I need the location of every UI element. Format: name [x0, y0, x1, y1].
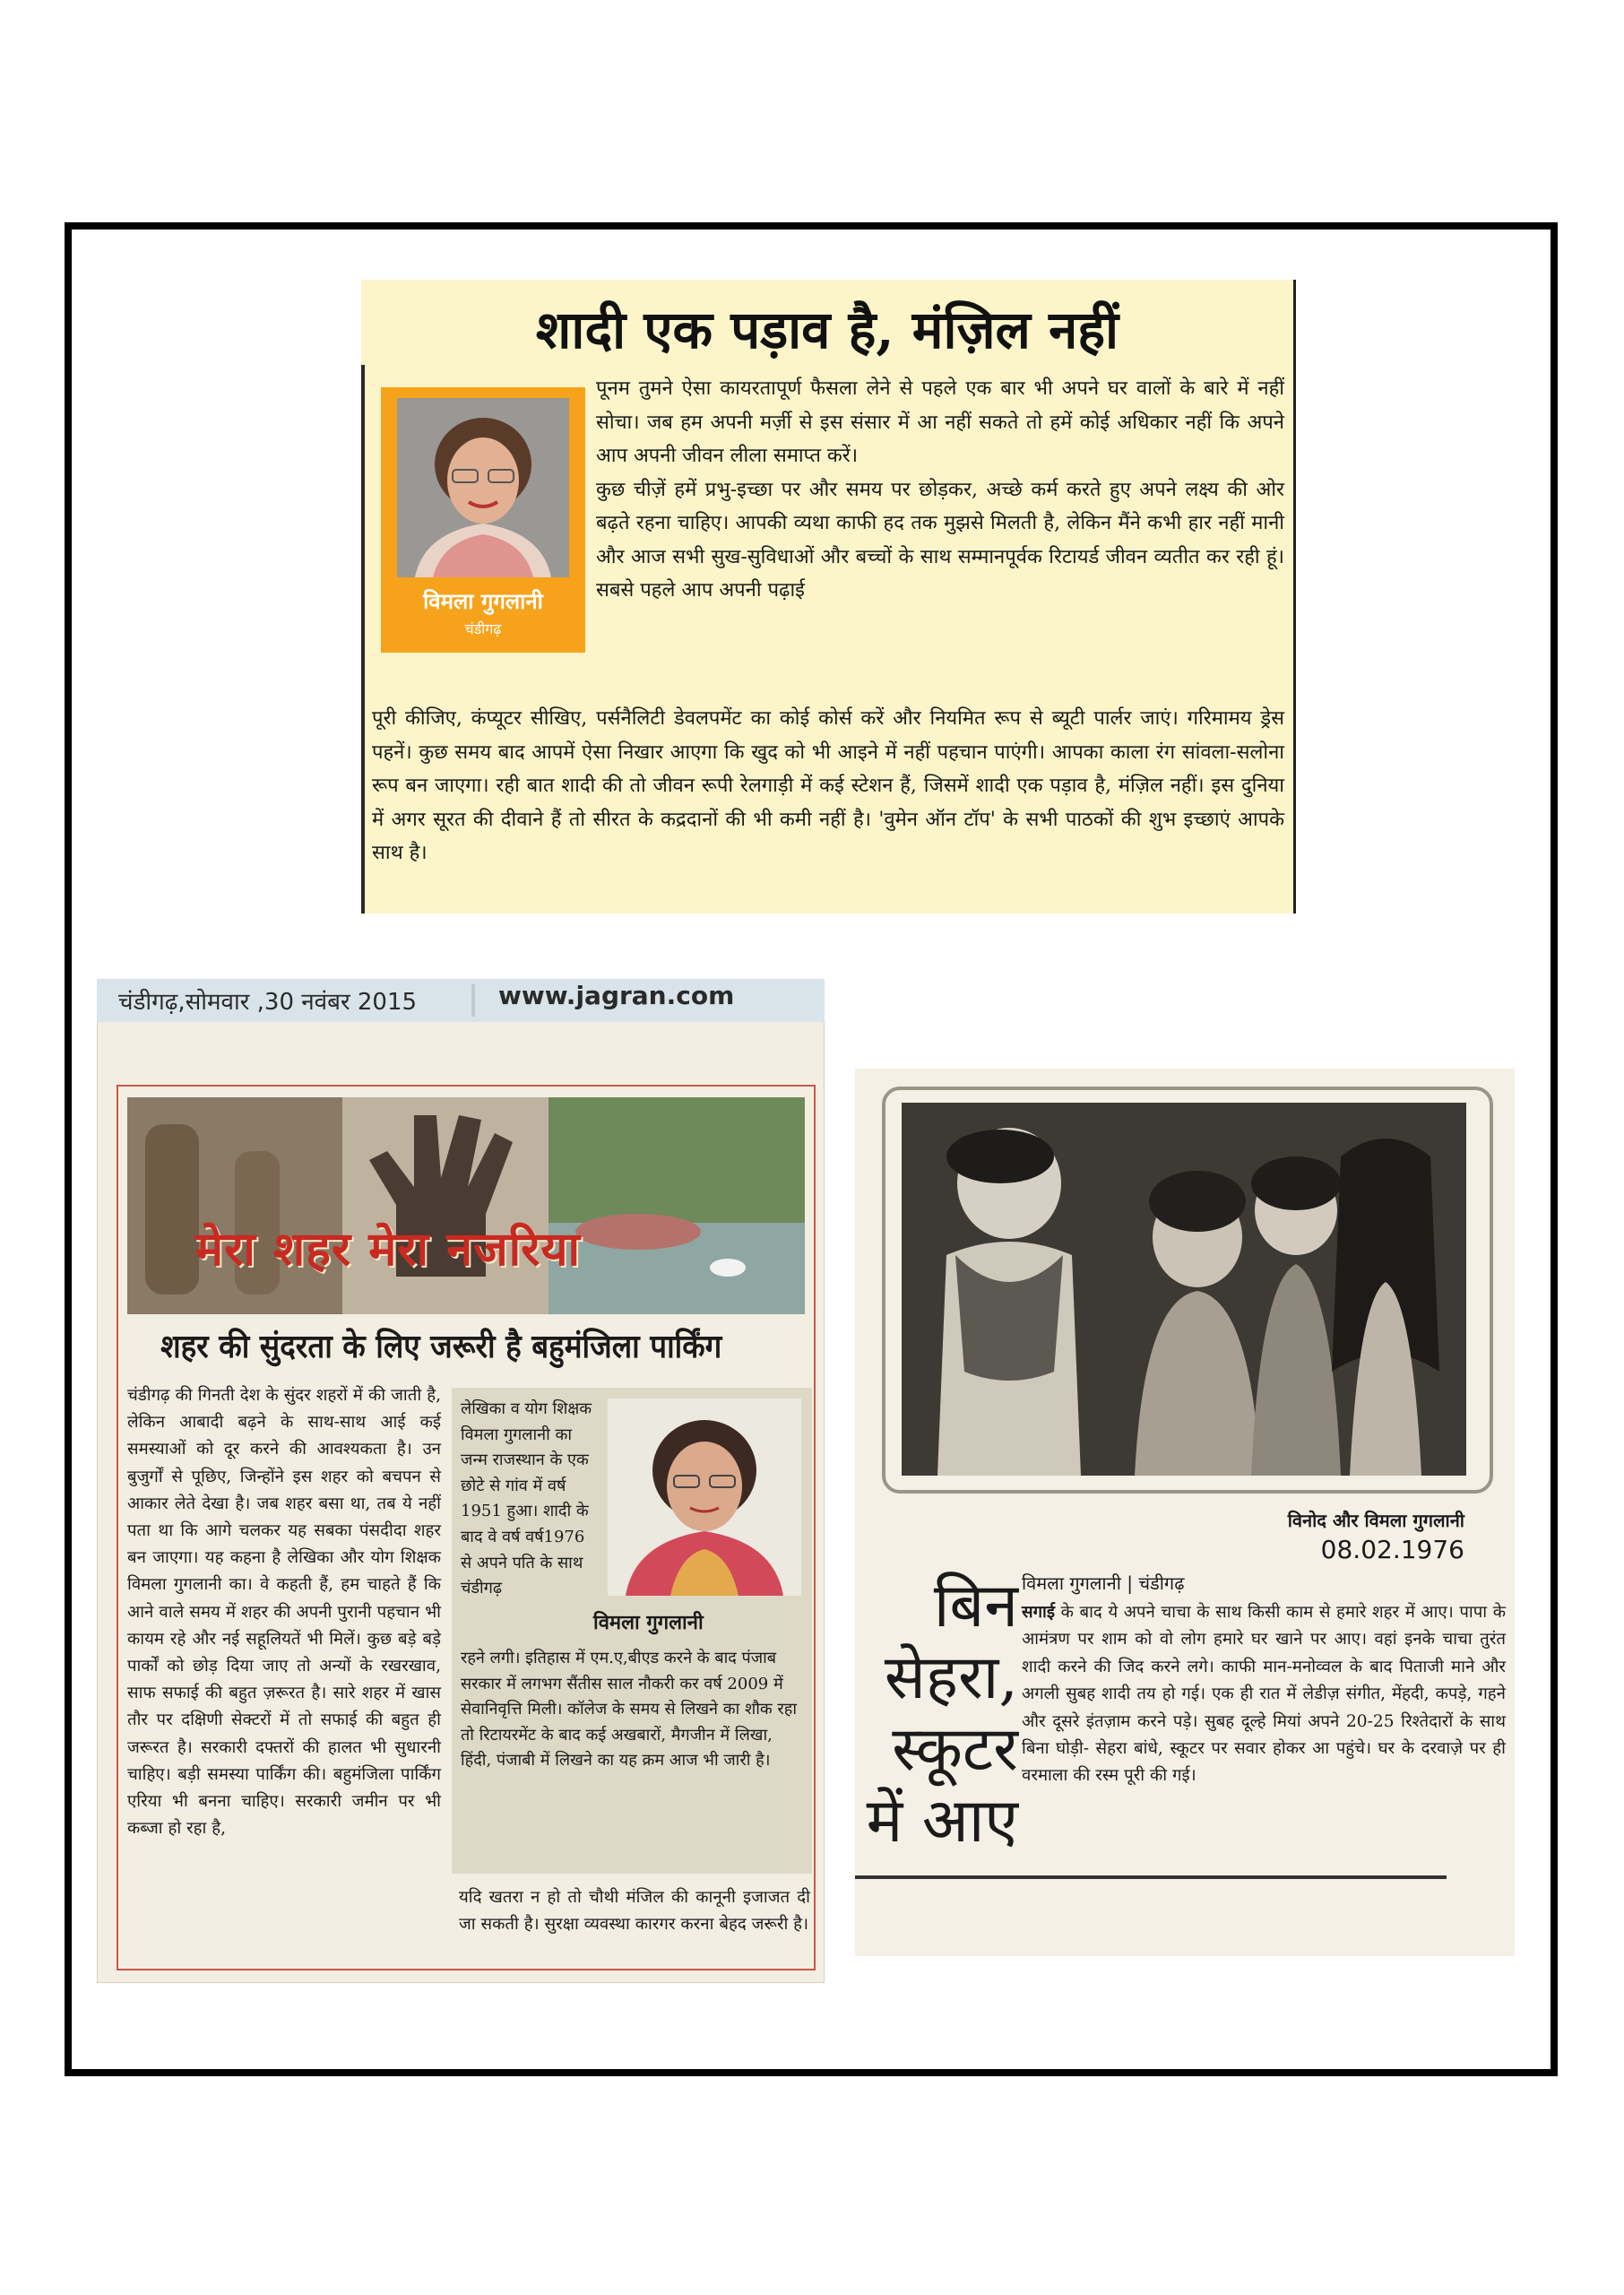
author-photo-tag	[381, 387, 585, 653]
wedding-photo	[902, 1103, 1466, 1476]
story-body	[1022, 1599, 1506, 1790]
bottom-rule	[855, 1875, 1447, 1879]
banner-title: मेरा शहर मेरा नजरिया	[195, 1222, 582, 1277]
photo-date: 08.02.1976	[1320, 1535, 1464, 1564]
clipping-advice-column	[361, 280, 1296, 914]
story-title-line-1: बिन	[933, 1571, 1018, 1641]
clipping-wedding-story	[855, 1069, 1515, 1956]
bio-text-bottom: रहने लगी। इतिहास में एम.ए,बीएड करने के बाद पंजाब सरकार में लगभग सैंतीस साल नौकरी कर वर्ष 2009 में सेवानिवृत्ति मिली। कॉलेज के समय से लिखने का शौक रहा तो रिटायरमेंट के बाद कई अखबारों, मैगजीन में लिखा, हिंदी, पंजाबी में लिखने का यह क्रम आज भी जारी है।	[461, 1649, 797, 1771]
clipping-jagran	[97, 979, 825, 1983]
story-title-line-4: में आए	[866, 1786, 1018, 1857]
bio-photo	[608, 1399, 801, 1596]
paragraph-3: पूरी कीजिए, कंप्यूटर सीखिए, पर्सनैलिटी डेवलपमेंट का कोई कोर्स करें और नियमित रूप से ब्यूटी पार्लर जाएं। गरिमामय ड्रेस पहनें। कुछ समय बाद आपमें ऐसा निखार आएगा कि खुद को भी आइने में नहीं पहचान पाएंगी। आपका काला रंग सांवला-सलोना रूप बन जाएगा। रही बात शादी की तो जीवन रूपी रेलगाड़ी में कई स्टेशन हैं, जिसमें शादी एक पड़ाव है, मंज़िल नहीं। इस दुनिया में अगर सूरत की दीवाने हैं तो सीरत के कद्रदानों की भी कमी नहीं है। 'वुमेन ऑन टॉप' के सभी पाठकों की शुभ इच्छाएं आपके साथ है।	[372, 707, 1284, 864]
paragraph-1: पूनम तुमने ऐसा कायरतापूर्ण फैसला लेने से पहले एक बार भी अपने घर वालों के बारे में नहीं सोचा। जब हम अपनी मर्ज़ी से इस संसार में आ नहीं सकते तो हमें कोई अधिकार नहीं कि अपने आप अपनी जीवन लीला समाप्त करें।	[596, 377, 1284, 467]
header-separator	[471, 984, 475, 1017]
article-body-top	[596, 372, 1284, 608]
story-byline: विमला गुगलानी | चंडीगढ़	[1022, 1572, 1185, 1594]
article-main-text: चंडीगढ़ की गिनती देश के सुंदर शहरों में की जाती है, लेकिन आबादी बढ़ने के साथ-साथ आई कई समस्याओं को दूर करने की आवश्यकता है। उन बुजुर्गों से पूछिए, जिन्होंने इस शहर को बचपन से आकार लेते देखा है। जब शहर बसा था, तब ये नहीं पता था कि आगे चलकर यह सबका पंसदीदा शहर बन जाएगा। यह कहना है लेखिका और योग शिक्षक विमला गुगलानी का। वे कहती हैं, हम चाहते हैं कि आने वाले समय में शहर की अपनी पुरानी पहचान भी कायम रहे और नई सहूलियतें भी मिलें। कुछ बड़े बड़े पार्कों को छोड़ दिया जाए तो अन्यों के रखरखाव, साफ सफाई की बहुत ज़रूरत है। सारे शहर में खास तौर पर दक्षिणी सेक्टरों में तो सफाई की बहुत ही जरूरत है। सरकारी दफ्तरों की हालत भी सुधारनी चाहिए। बड़ी समस्या पार्किंग की। बहुमंजिला पार्किंग एरिया भी बनना चाहिए। सरकारी जमीन पर भी कब्जा हो रहा है,	[127, 1386, 441, 1839]
story-text: के बाद ये अपने चाचा के साथ किसी काम से हमारे शहर में आए। पापा के आमंत्रण पर शाम को वो लोग हमारे घर खाने पर आए। वहां इनके चाचा तुरंत शादी करने की जिद करने लगे। काफी मान-मनोव्वल के बाद पिताजी माने और अगली सुबह शादी तय हो गई। एक ही रात में लेडीज़ संगीत, मेंहदी, कपड़े, गहने और दूसरे इंतज़ाम करने पड़े। सुबह दूल्हे मियां अपने 20-25 रिश्तेदारों के साथ बिना घोड़ी- सेहरा बांधे, स्कूटर पर सवार होकर आ पहुंचे। घर के दरवाज़े पर ही वरमाला की रस्म पूरी की गई।	[1022, 1603, 1506, 1786]
photo-caption: विनोद और विमला गुगलानी	[1287, 1510, 1464, 1531]
story-title-line-3: स्कूटर	[892, 1714, 1018, 1785]
bio-author-name: विमला गुगलानी	[593, 1612, 704, 1634]
article-body-bottom	[372, 702, 1284, 870]
clipping-edge	[361, 365, 365, 914]
newspaper-header	[97, 979, 825, 1022]
author-name: विमला गुगलानी	[423, 589, 543, 614]
header-website: www.jagran.com	[498, 981, 735, 1010]
author-city: चंडीगढ़	[464, 620, 502, 637]
author-bio-box	[452, 1388, 812, 1874]
bio-text-top: लेखिका व योग शिक्षक विमला गुगलानी का जन्म राजस्थान के एक छोटे से गांव में वर्ष 1951 हुआ। शादी के बाद वे वर्ष वर्ष1976 से अपने पति के साथ चंडीगढ़	[461, 1399, 592, 1598]
author-photo	[397, 398, 569, 577]
story-title-line-2: सेहरा,	[884, 1642, 1018, 1713]
banner-image	[127, 1097, 805, 1314]
article-closing-text: यदि खतरा न हो तो चौथी मंजिल की कानूनी इजाजत दी जा सकती है। सुरक्षा व्यवस्था कारगर करना बेहद जरूरी है।	[459, 1888, 810, 1935]
article-headline: शहर की सुंदरता के लिए जरूरी है बहुमंजिला पार्किंग	[160, 1329, 722, 1365]
header-date: चंडीगढ़,सोमवार ,30 नवंबर 2015	[118, 989, 418, 1016]
story-title	[866, 1571, 1018, 1858]
story-lead-word: सगाई	[1022, 1603, 1055, 1622]
paragraph-2: कुछ चीज़ें हमें प्रभु-इच्छा पर और समय पर छोड़कर, अच्छे कर्म करते हुए अपने लक्ष्य की ओर बढ़ते रहना चाहिए। आपकी व्यथा काफी हद तक मुझसे मिलती है, लेकिन मैंने कभी हार नहीं मानी और आज सभी सुख-सुविधाओं और बच्चों के साथ सम्मानपूर्वक रिटायर्ड जीवन व्यतीत कर रही हूं। सबसे पहले आप अपनी पढ़ाई	[596, 478, 1284, 602]
article-title: शादी एक पड़ाव है, मंज़िल नहीं	[535, 299, 1119, 360]
